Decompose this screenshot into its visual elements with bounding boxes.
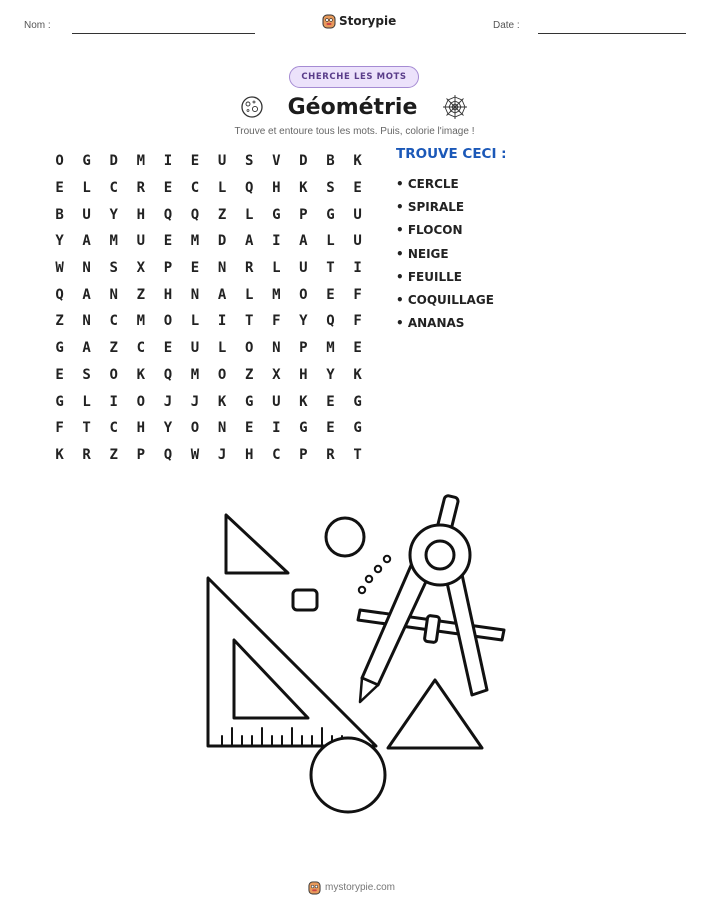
grid-cell[interactable]: E [326, 286, 335, 303]
grid-cell[interactable]: L [272, 260, 281, 277]
grid-cell[interactable]: C [109, 180, 118, 197]
word-item: • FEUILLE [396, 269, 462, 284]
grid-cell[interactable]: X [272, 366, 281, 383]
grid-cell[interactable]: V [272, 153, 281, 170]
grid-cell[interactable]: E [163, 180, 173, 197]
grid-cell[interactable]: E [244, 420, 254, 437]
grid-cell[interactable]: Z [217, 206, 227, 223]
grid-cell[interactable]: E [353, 180, 362, 197]
grid-cell[interactable]: Y [326, 366, 335, 383]
grid-cell[interactable]: R [244, 260, 254, 277]
grid-cell[interactable]: P [299, 206, 308, 223]
grid-cell[interactable]: N [82, 313, 91, 330]
grid-cell[interactable]: K [55, 446, 64, 463]
word-list [396, 172, 494, 335]
grid-cell[interactable]: U [353, 233, 362, 250]
category-badge: CHERCHE LES MOTS [289, 66, 419, 88]
grid-cell[interactable]: Z [109, 446, 118, 463]
grid-cell[interactable]: E [55, 180, 64, 197]
grid-cell[interactable]: Q [163, 446, 173, 463]
grid-cell[interactable]: N [190, 286, 200, 303]
grid-cell[interactable]: L [217, 340, 227, 357]
grid-cell[interactable]: Q [163, 206, 173, 223]
grid-cell[interactable]: E [163, 340, 173, 357]
grid-cell[interactable]: P [299, 340, 308, 357]
grid-cell[interactable]: T [82, 420, 91, 437]
grid-cell[interactable]: A [244, 233, 254, 250]
grid-cell[interactable]: O [163, 313, 173, 330]
grid-cell[interactable]: Z [109, 340, 118, 357]
geometry-tools-illustration [200, 490, 510, 870]
grid-row [46, 148, 371, 175]
grid-cell[interactable]: A [82, 286, 91, 303]
grid-cell[interactable]: G [272, 206, 281, 223]
grid-cell[interactable]: L [244, 286, 254, 303]
grid-cell[interactable]: E [55, 366, 64, 383]
grid-row [46, 362, 371, 389]
top-circle [326, 518, 364, 556]
grid-cell[interactable]: O [244, 340, 254, 357]
grid-cell[interactable]: U [82, 206, 91, 223]
moon-icon [240, 95, 264, 119]
name-label: Nom : [24, 20, 51, 31]
grid-cell[interactable]: Z [136, 286, 146, 303]
grid-cell[interactable]: P [163, 260, 173, 277]
grid-cell[interactable]: F [272, 313, 281, 330]
grid-cell[interactable]: N [217, 260, 227, 277]
grid-row [46, 388, 371, 415]
grid-cell[interactable]: A [82, 233, 91, 250]
grid-cell[interactable]: C [109, 313, 118, 330]
grid-cell[interactable]: M [326, 340, 335, 357]
grid-cell[interactable]: W [55, 260, 64, 277]
storypie-mascot-icon [308, 880, 321, 895]
small-triangle [226, 515, 288, 573]
grid-cell[interactable]: H [299, 366, 308, 383]
grid-cell[interactable]: J [190, 393, 200, 410]
grid-cell[interactable]: G [353, 420, 362, 437]
grid-cell[interactable]: O [136, 393, 146, 410]
grid-row [46, 255, 371, 282]
grid-cell[interactable]: O [299, 286, 308, 303]
grid-cell[interactable]: K [353, 153, 362, 170]
grid-cell[interactable]: N [109, 286, 118, 303]
grid-cell[interactable]: I [109, 393, 118, 410]
word-item: • CERCLE [396, 176, 459, 191]
grid-row [46, 415, 371, 442]
grid-row [46, 201, 371, 228]
grid-cell[interactable]: M [136, 313, 146, 330]
grid-cell[interactable]: J [163, 393, 173, 410]
grid-cell[interactable]: I [272, 420, 281, 437]
grid-cell[interactable]: M [190, 366, 200, 383]
grid-cell[interactable]: L [244, 206, 254, 223]
grid-cell[interactable]: I [163, 153, 173, 170]
grid-cell[interactable]: L [190, 313, 200, 330]
grid-cell[interactable]: C [190, 180, 200, 197]
grid-cell[interactable]: G [55, 393, 64, 410]
grid-cell[interactable]: K [299, 393, 308, 410]
grid-cell[interactable]: D [299, 153, 308, 170]
grid-cell[interactable]: B [55, 206, 64, 223]
grid-cell[interactable]: S [244, 153, 254, 170]
footer [308, 880, 395, 895]
grid-cell[interactable]: Y [299, 313, 308, 330]
storypie-mascot-icon [322, 13, 336, 29]
grid-cell[interactable]: J [217, 446, 227, 463]
grid-row [46, 228, 371, 255]
grid-cell[interactable]: M [109, 233, 118, 250]
grid-cell[interactable]: E [326, 420, 335, 437]
grid-cell[interactable]: S [109, 260, 118, 277]
bottom-circle [311, 738, 385, 812]
grid-cell[interactable]: S [82, 366, 91, 383]
grid-cell[interactable]: R [136, 180, 146, 197]
grid-cell[interactable]: M [136, 153, 146, 170]
name-line [72, 33, 255, 34]
grid-cell[interactable]: Q [190, 206, 200, 223]
grid-row [46, 308, 371, 335]
page-title: Géométrie [287, 94, 418, 120]
grid-cell[interactable]: M [272, 286, 281, 303]
date-label: Date : [493, 20, 520, 31]
grid-cell[interactable]: T [326, 260, 335, 277]
grid-cell[interactable]: X [136, 260, 146, 277]
grid-cell[interactable]: C [272, 446, 281, 463]
grid-cell[interactable]: Y [163, 420, 173, 437]
grid-row [46, 442, 371, 469]
grid-cell[interactable]: N [82, 260, 91, 277]
grid-cell[interactable]: M [190, 233, 200, 250]
grid-cell[interactable]: I [217, 313, 227, 330]
footer-url: mystorypie.com [325, 882, 396, 893]
grid-cell[interactable]: H [272, 180, 281, 197]
grid-cell[interactable]: D [217, 233, 227, 250]
spider-web-icon [441, 93, 469, 121]
grid-cell[interactable]: C [109, 420, 118, 437]
grid-cell[interactable]: O [190, 420, 200, 437]
grid-cell[interactable]: L [217, 180, 227, 197]
grid-cell[interactable]: R [326, 446, 335, 463]
grid-cell[interactable]: E [190, 153, 200, 170]
grid-cell[interactable]: U [190, 340, 200, 357]
grid-row [46, 335, 371, 362]
rounded-square [293, 590, 317, 610]
grid-cell[interactable]: R [82, 446, 91, 463]
grid-cell[interactable]: Z [55, 313, 64, 330]
grid-cell[interactable]: E [163, 233, 173, 250]
word-item: • NEIGE [396, 246, 449, 261]
date-line [538, 33, 686, 34]
grid-cell[interactable]: Q [55, 286, 64, 303]
grid-cell[interactable]: U [353, 206, 362, 223]
find-title: TROUVE CECI : [396, 146, 507, 162]
grid-cell[interactable]: T [353, 446, 362, 463]
grid-cell[interactable]: U [272, 393, 281, 410]
grid-cell[interactable]: P [299, 446, 308, 463]
grid-cell[interactable]: C [136, 340, 146, 357]
brand-name: Storypie [339, 14, 397, 28]
word-item: • COQUILLAGE [396, 293, 494, 308]
grid-cell[interactable]: H [163, 286, 173, 303]
grid-cell[interactable]: L [82, 393, 91, 410]
instructions: Trouve et entoure tous les mots. Puis, colorie l'image ! [234, 126, 475, 137]
grid-cell[interactable]: F [353, 313, 362, 330]
grid-cell[interactable]: E [326, 393, 335, 410]
grid-cell[interactable]: O [55, 153, 64, 170]
grid-cell[interactable]: N [217, 420, 227, 437]
grid-cell[interactable]: T [244, 313, 254, 330]
grid-cell[interactable]: G [55, 340, 64, 357]
grid-cell[interactable]: A [217, 286, 227, 303]
grid-cell[interactable]: E [353, 340, 362, 357]
grid-cell[interactable]: G [326, 206, 335, 223]
title-row [240, 91, 469, 123]
grid-cell[interactable]: Y [109, 206, 118, 223]
grid-cell[interactable]: O [109, 366, 118, 383]
grid-cell[interactable]: D [109, 153, 118, 170]
grid-cell[interactable]: G [353, 393, 362, 410]
grid-cell[interactable]: E [190, 260, 200, 277]
grid-cell[interactable]: O [217, 366, 227, 383]
grid-cell[interactable]: W [190, 446, 200, 463]
grid-cell[interactable]: Y [55, 233, 64, 250]
right-triangle [388, 680, 482, 748]
grid-cell[interactable]: K [353, 366, 362, 383]
grid-cell[interactable]: G [82, 153, 91, 170]
grid-cell[interactable]: A [299, 233, 308, 250]
grid-row [46, 175, 371, 202]
grid-cell[interactable]: K [217, 393, 227, 410]
grid-cell[interactable]: U [217, 153, 227, 170]
grid-cell[interactable]: H [136, 420, 146, 437]
grid-cell[interactable]: L [82, 180, 91, 197]
grid-cell[interactable]: Q [244, 180, 254, 197]
grid-cell[interactable]: Z [244, 366, 254, 383]
grid-row [46, 281, 371, 308]
grid-cell[interactable]: K [136, 366, 146, 383]
brand [322, 13, 396, 29]
grid-cell[interactable]: U [136, 233, 146, 250]
grid-cell[interactable]: Q [326, 313, 335, 330]
word-item: • FLOCON [396, 223, 463, 238]
grid-cell[interactable]: P [136, 446, 146, 463]
grid-cell[interactable]: G [299, 420, 308, 437]
grid-cell[interactable]: K [299, 180, 308, 197]
grid-cell[interactable]: N [272, 340, 281, 357]
grid-cell[interactable]: L [326, 233, 335, 250]
grid-cell[interactable]: F [55, 420, 64, 437]
word-item: • ANANAS [396, 316, 465, 331]
grid-cell[interactable]: B [326, 153, 335, 170]
grid-cell[interactable]: F [353, 286, 362, 303]
grid-cell[interactable]: U [299, 260, 308, 277]
word-search-grid [46, 148, 371, 468]
grid-cell[interactable]: I [353, 260, 362, 277]
grid-cell[interactable]: H [136, 206, 146, 223]
grid-cell[interactable]: Q [163, 366, 173, 383]
grid-cell[interactable]: G [244, 393, 254, 410]
grid-cell[interactable]: A [82, 340, 91, 357]
grid-cell[interactable]: S [326, 180, 335, 197]
word-item: • SPIRALE [396, 199, 465, 214]
grid-cell[interactable]: I [272, 233, 281, 250]
grid-cell[interactable]: H [244, 446, 254, 463]
